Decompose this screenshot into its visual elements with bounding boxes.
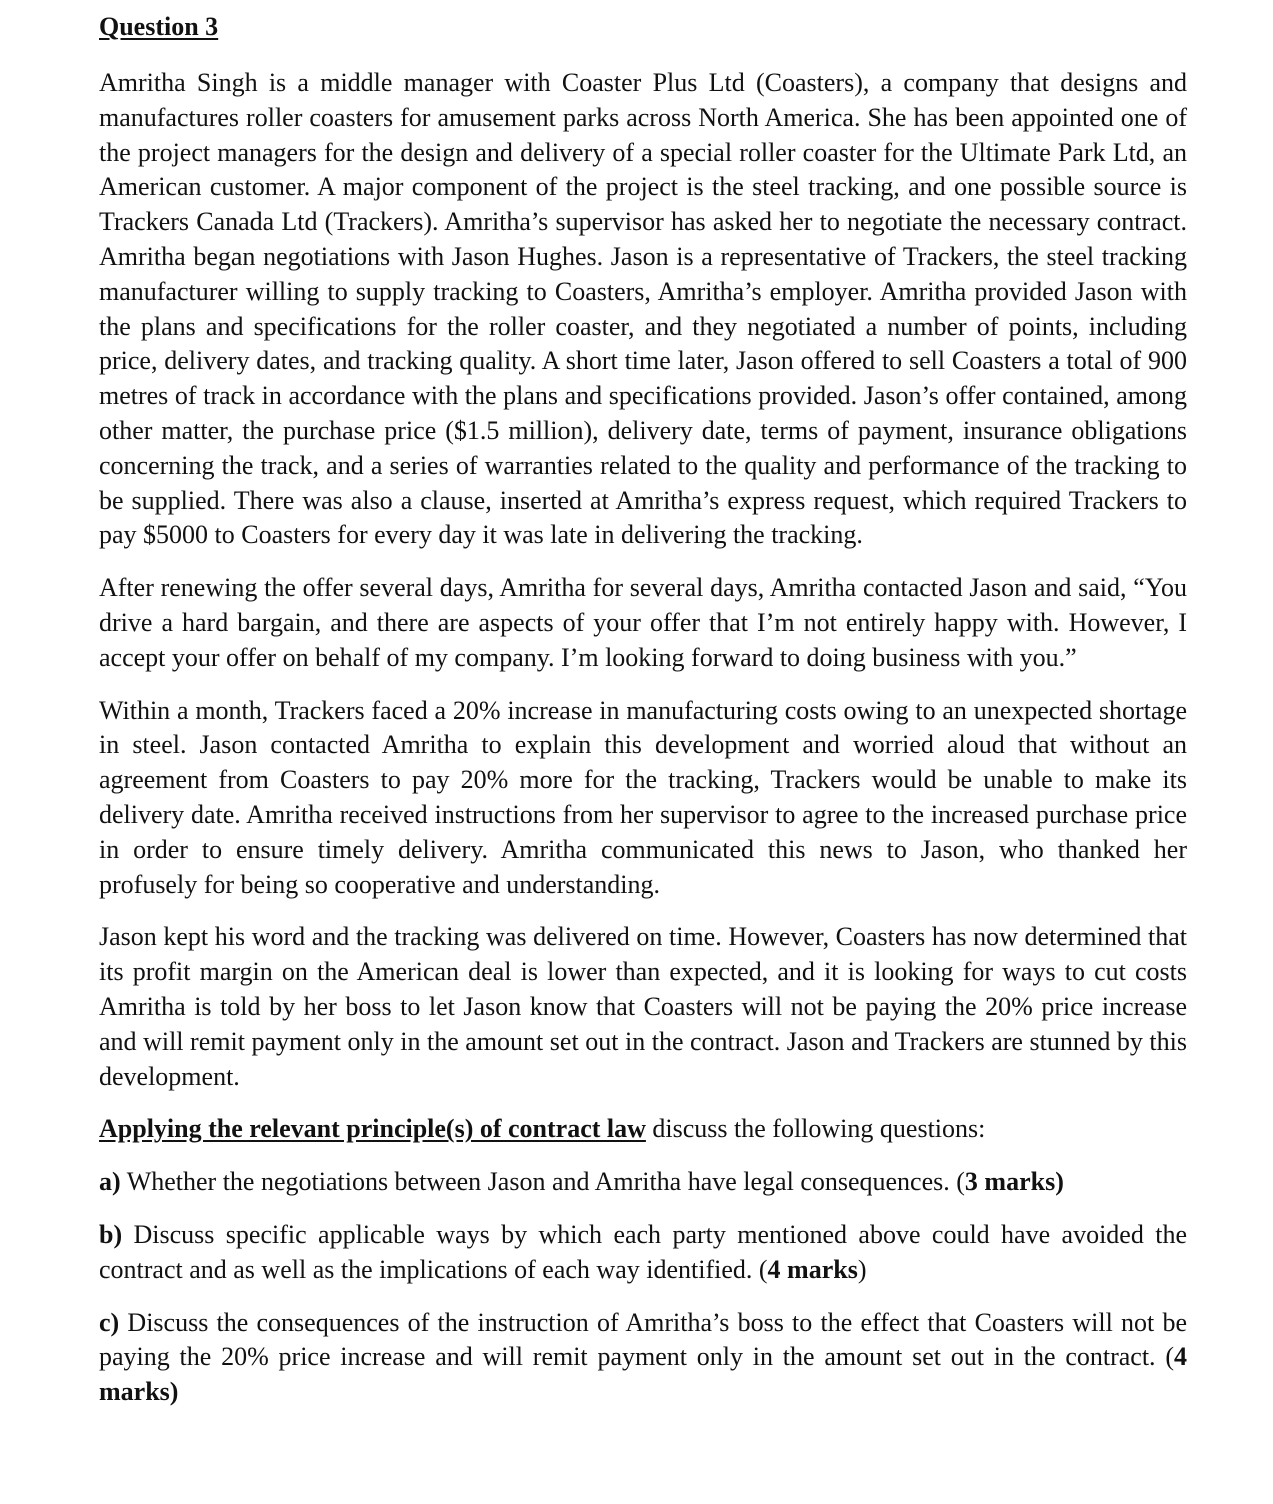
question-b-tail: ) [857, 1254, 867, 1284]
question-c-label: c) [99, 1307, 120, 1337]
question-a-label: a) [99, 1167, 121, 1197]
question-b-label: b) [99, 1219, 123, 1249]
instruction-rest: discuss the following questions: [645, 1114, 986, 1144]
question-a-marks: 3 marks) [964, 1167, 1064, 1197]
question-c [99, 1306, 1187, 1410]
paragraph-acceptance: After renewing the offer several days, Amritha for several days, Amritha contacted Jason and said, “You drive a hard bargain, and there are aspects of your offer that I’m not entirely happy with. However, I accept your offer on behalf of my company. I’m looking forward to doing business with you.” [99, 573, 1187, 672]
paragraph-background: Amritha Singh is a middle manager with Coaster Plus Ltd (Coasters), a company that designs and manufactures roller coasters for amusement parks across North America. She has been appointed one of the project managers for the design and delivery of a special roller coaster for the Ultimate Park Ltd, an American customer. A major component of the project is the steel tracking, and one possible source is Trackers Canada Ltd (Trackers). Amritha’s supervisor has asked her to negotiate the necessary contract. Amritha began negotiations with Jason Hughes. Jason is a representative of Trackers, the steel tracking manufacturer willing to supply tracking to Coasters, Amritha’s employer. Amritha provided Jason with the plans and specifications for the roller coaster, and they negotiated a number of points, including price, delivery dates, and tracking quality. A short time later, Jason offered to sell Coasters a total of 900 metres of track in accordance with the plans and specifications provided. Jason’s offer contained, among other matter, the purchase price ($1.5 million), delivery date, terms of payment, insurance obligations concerning the track, and a series of warranties related to the quality and performance of the tracking to be supplied. There was also a clause, inserted at Amritha’s express request, which required Trackers to pay $5000 to Coasters for every day it was late in delivering the tracking. [99, 68, 1187, 550]
question-a-text: Whether the negotiations between Jason and Amritha have legal consequences. ( [120, 1167, 965, 1197]
question-b-marks: 4 marks [767, 1254, 858, 1284]
paragraph-delivery: Jason kept his word and the tracking was delivered on time. However, Coasters has now determined that its profit margin on the American deal is lower than expected, and it is looking for ways to cut costs Amritha is told by her boss to let Jason know that Coasters will not be paying the 20% price increase and will remit payment only in the amount set out in the contract. Jason and Trackers are stunned by this development. [99, 922, 1187, 1091]
question-c-text: Discuss the consequences of the instruction of Amritha’s boss to the effect that Coasters will not be paying the 20% price increase and will remit payment only in the amount set out in the contract. ( [99, 1307, 1187, 1372]
paragraph-price-increase: Within a month, Trackers faced a 20% increase in manufacturing costs owing to an unexpected shortage in steel. Jason contacted Amritha to explain this development and worried aloud that without an agreement from Coasters to pay 20% more for the tracking, Trackers would be unable to make its delivery date. Amritha received instructions from her supervisor to agree to the increased purchase price in order to ensure timely delivery. Amritha communicated this news to Jason, who thanked her profusely for being so cooperative and understanding. [99, 695, 1187, 899]
question-title: Question 3 [99, 12, 219, 41]
instruction-heading: Applying the relevant principle(s) of contract law [99, 1114, 646, 1144]
question-c-marks: 4 marks) [99, 1342, 1187, 1407]
question-a [99, 1165, 1187, 1200]
question-b-text: Discuss specific applicable ways by which each party mentioned above could have avoided the contract and as well as the implications of each way identified. ( [99, 1219, 1187, 1284]
instruction-line [99, 1112, 1187, 1147]
question-b [99, 1218, 1187, 1288]
document-page [99, 10, 1187, 1428]
